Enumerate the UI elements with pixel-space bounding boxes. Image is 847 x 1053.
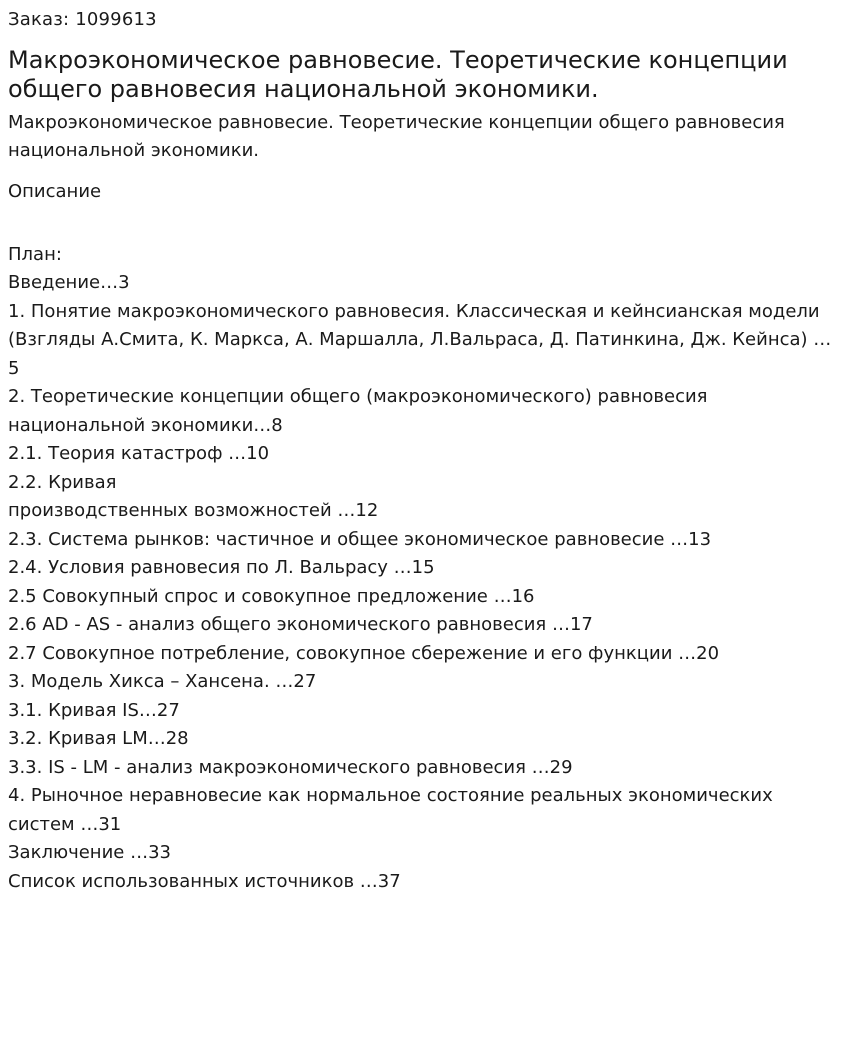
page-subtitle: Макроэкономическое равновесие. Теоретические концепции общего равновесия национальной экономики. [8,112,785,161]
toc-item-2-3: 2.3. Система рынков: частичное и общее экономическое равновесие …13 [8,528,712,550]
toc-item-2-2: 2.2. Кривая [8,471,117,493]
toc-item-3-1: 3.1. Кривая IS…27 [8,699,180,721]
toc-item-3-2: 3.2. Кривая LM…28 [8,728,189,749]
toc-item-2: 2. Теоретические концепции общего (макроэкономического) равновесия национальной экономики…8 [8,386,708,436]
toc-item-3-3: 3.3. IS - LM - анализ макроэкономического равновесия …29 [8,756,573,778]
toc-item-sources: Список использованных источников …37 [8,870,401,892]
toc-item-2-4: 2.4. Условия равновесия по Л. Вальрасу …15 [8,557,435,578]
plan-label: План: [8,244,62,265]
toc-item-2-1: 2.1. Теория катастроф …10 [8,443,270,464]
toc-item-conclusion: Заключение …33 [8,842,171,863]
order-number: Заказ: 1099613 [8,9,157,30]
table-of-contents [8,269,839,896]
toc-item-2-6: 2.6 AD - AS - анализ общего экономического равновесия …17 [8,614,593,635]
toc-item-2-7: 2.7 Совокупное потребление, совокупное сбережение и его функции …20 [8,642,720,664]
description-heading: Описание [8,181,102,202]
toc-item-1: 1. Понятие макроэкономического равновесия. Классическая и кейнсианская модели (Взгляды А.Смита, К. Маркса, А. Маршалла, Л.Вальраса, Д. Патинкина, Дж. Кейнса) …5 [8,300,832,379]
toc-item-3: 3. Модель Хикса – Хансена. …27 [8,671,317,692]
toc-item-intro: Введение…3 [8,272,130,293]
toc-item-2-5: 2.5 Совокупный спрос и совокупное предложение …16 [8,585,535,607]
toc-item-4: 4. Рыночное неравновесие как нормальное состояние реальных экономических систем …31 [8,785,773,835]
toc-item-2-2-continued: производственных возможностей …12 [8,500,379,521]
page-title: Макроэкономическое равновесие. Теоретические концепции общего равновесия национальной экономики. [8,46,788,103]
